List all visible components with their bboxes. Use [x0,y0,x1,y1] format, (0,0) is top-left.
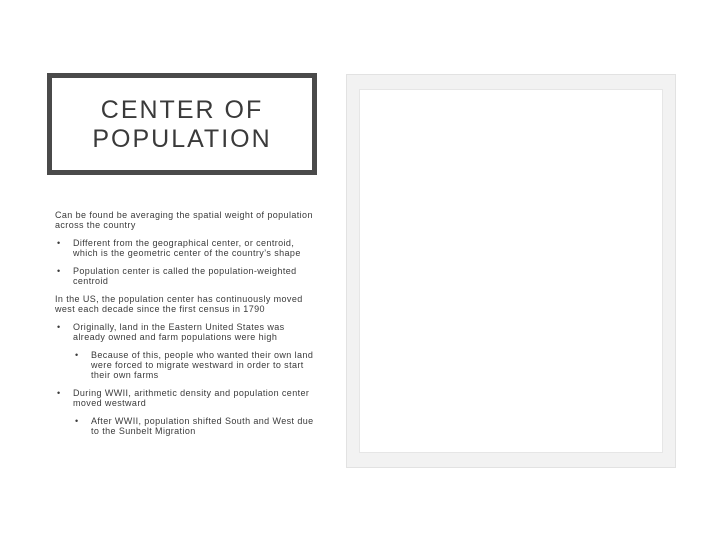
bullet-1: • Different from the geographical center, or centroid, which is the geometric center of the country’s shape [55,238,315,258]
bullet-3: • Originally, land in the Eastern United States was already owned and farm populations were high [55,322,315,342]
bullet-4: • During WWII, arithmetic density and population center moved westward [55,388,315,408]
bullet-2: • Population center is called the population-weighted centroid [55,266,315,286]
sub-bullet-3a: • Because of this, people who wanted their own land were forced to migrate westward in order to start their own farms [55,350,315,380]
map-footer-text [376,367,496,368]
body-text [55,210,315,444]
map-footer-text [600,367,644,368]
map-title: Mean Center of Population for the United States: 1790 to 2010 [424,173,598,180]
title-box [47,73,317,175]
slide-title: CENTER OF POPULATION [92,96,272,153]
sub-bullet-4a: • After WWII, population shifted South and West due to the Sunbelt Migration [55,416,315,436]
paragraph-1: Can be found be averaging the spatial weight of population across the country [55,210,313,230]
paragraph-2: In the US, the population center has continuously moved west each decade since the first census in 1790 [55,294,303,314]
